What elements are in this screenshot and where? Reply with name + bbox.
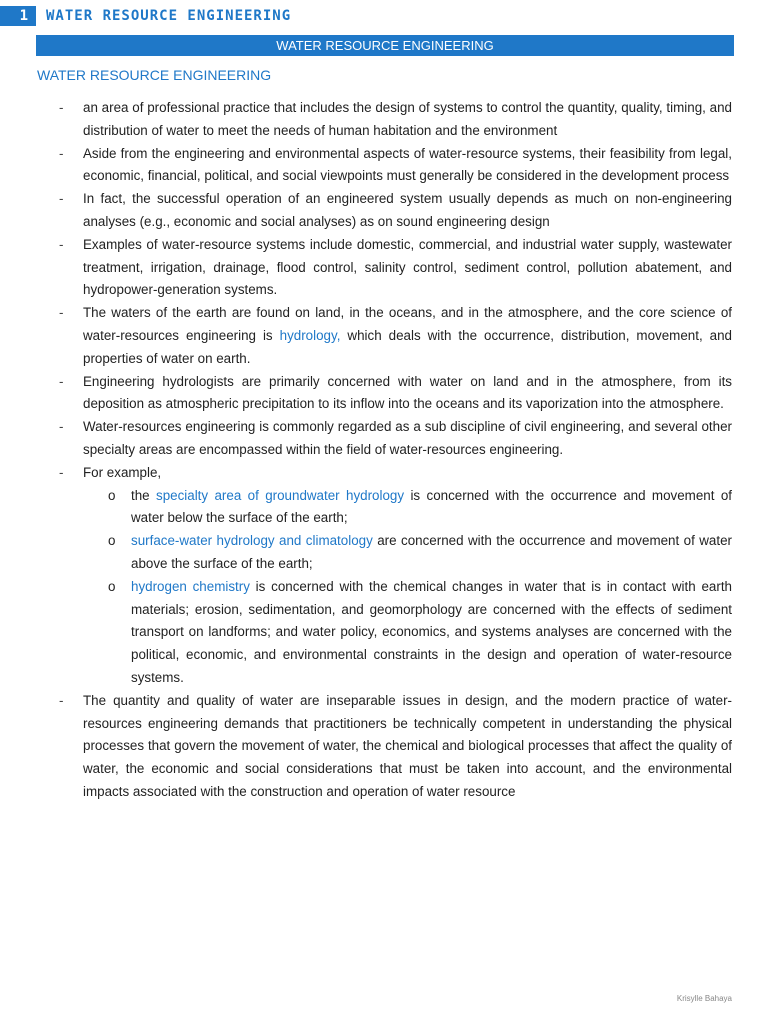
hydrogen-chemistry-highlight: hydrogen chemistry	[131, 578, 250, 594]
bullet-text: The quantity and quality of water are inseparable issues in design, and the modern practice of water-resources engineering demands that practitioners be technically competent in understanding the physical processes that govern the movement of water, the chemical and biological processes that affect the quality of water, the economic and social considerations that must be taken into account, and the environmental impacts associated with the construction and operation of water resource	[83, 692, 732, 799]
list-item	[58, 143, 732, 189]
section-heading: WATER RESOURCE ENGINEERING	[37, 67, 272, 83]
bullet-text: Water-resources engineering is commonly regarded as a sub discipline of civil engineering, and several other specialty areas are encompassed within the field of water-resources engineering.	[83, 419, 732, 457]
sub-list-item	[83, 530, 732, 576]
bullet-text: which deals with the occurrence, distribution, movement, and properties of water on earth.	[83, 327, 732, 366]
sub-bullet-text: the	[131, 487, 156, 503]
sub-bullet-text: is concerned with the occurrence and movement of water below the surface of the earth;	[131, 487, 732, 526]
sub-list-item	[83, 485, 732, 531]
sub-list-item	[83, 576, 732, 690]
page-number-badge: 1	[0, 6, 36, 26]
list-item	[58, 371, 732, 417]
bullet-text: Aside from the engineering and environmental aspects of water-resource systems, their feasibility from legal, economic, financial, political, and social viewpoints must generally be considered in the development process	[83, 145, 732, 184]
list-item	[58, 462, 732, 690]
sub-bullet-list	[83, 485, 732, 690]
bullet-text: For example,	[83, 464, 162, 480]
list-item	[58, 302, 732, 370]
running-title: WATER RESOURCE ENGINEERING	[46, 8, 292, 24]
sub-bullet-text: are concerned with the occurrence and movement of water above the surface of the earth;	[131, 533, 732, 571]
bullet-text: Engineering hydrologists are primarily concerned with water on land and in the atmosphere, from its deposition as atmospheric precipitation to its inflow into the oceans and its vaporization into the atmosphere.	[83, 373, 732, 412]
document-body	[58, 97, 732, 804]
bullet-list	[58, 97, 732, 804]
list-item	[58, 234, 732, 302]
surface-water-highlight: surface-water hydrology and climatology	[131, 533, 373, 549]
bullet-text: Examples of water-resource systems include domestic, commercial, and industrial water supply, wastewater treatment, irrigation, drainage, flood control, salinity control, sediment control, pollution abatement, and hydropower-generation systems.	[83, 236, 732, 298]
bullet-text: The waters of the earth are found on land, in the oceans, and in the atmosphere, and the core science of water-resources engineering is	[83, 305, 732, 343]
bullet-text: In fact, the successful operation of an engineered system usually depends as much on non-engineering analyses (e.g., economic and social analyses) as on sound engineering design	[83, 191, 732, 229]
list-item	[58, 690, 732, 804]
list-item	[58, 188, 732, 234]
hydrology-highlight: hydrology,	[279, 327, 341, 343]
list-item	[58, 416, 732, 462]
groundwater-highlight: specialty area of groundwater hydrology	[156, 487, 405, 503]
sub-bullet-text: is concerned with the chemical changes in water that is in contact with earth materials; erosion, sedimentation, and geomorphology are concerned with the effects of sediment transport on landforms; and water policy, economics, and systems analyses are concerned with the political, economic, and environmental constraints in the design and operation of water-resource systems.	[131, 578, 732, 685]
page-header	[0, 6, 291, 26]
bullet-text: an area of professional practice that includes the design of systems to control the quantity, quality, timing, and distribution of water to meet the needs of human habitation and the environment	[83, 100, 732, 138]
author-credit: Krisylle Bahaya	[676, 994, 732, 1003]
title-banner: WATER RESOURCE ENGINEERING	[36, 35, 734, 56]
list-item	[58, 97, 732, 143]
